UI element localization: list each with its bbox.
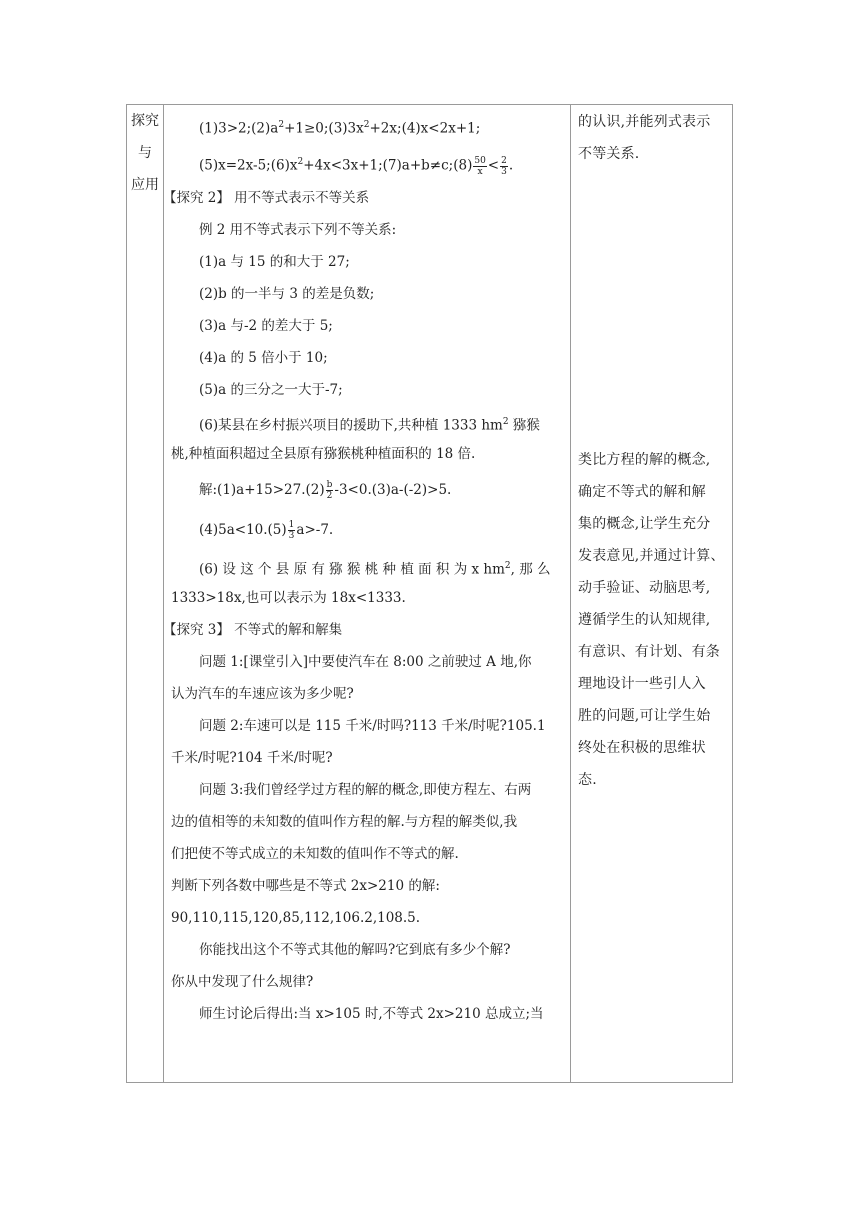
- intent-line: 终处在积极的思维状: [578, 740, 706, 756]
- intent-line: 胜的问题,可让学生始: [578, 708, 711, 724]
- examples-line-2: $(5)x=2x-5;(6)x^2+4x<3x+1;(7)a+b\ne c;(8)$ $\frac{50}{x}$ < $\frac{2}{3}$ .: [199, 155, 514, 177]
- fraction-50-over-x: $\frac{50}{x}$: [474, 155, 486, 177]
- intent-line: 集的概念,让学生充分: [578, 516, 711, 532]
- column-divider-2: [570, 105, 571, 1082]
- solution-line-1: 解:(1)a+15>27.(2) $\frac{b}{2}$ -3<0.(3)a-(-2)>5.: [199, 480, 452, 501]
- question-2-line-2: 千米/时呢?104 千米/时呢?: [171, 750, 333, 766]
- problem-6-line-2: 桃,种植面积超过全县原有猕猴桃种植面积的 18 倍.: [171, 446, 476, 462]
- section-label: [127, 105, 163, 201]
- solution-line-2: (4)5a<10.(5) $\frac{1}{3}$ a>-7.: [199, 520, 334, 541]
- intent-line: 发表意见,并通过计算、: [578, 548, 725, 564]
- conclusion-line-1: 师生讨论后得出:当 x>105 时,不等式 2x>210 总成立;当: [199, 1006, 544, 1022]
- intent-line: 的认识,并能列式表示: [578, 114, 711, 130]
- section-label-line: 探究: [131, 113, 159, 129]
- lesson-table: [126, 104, 733, 1083]
- question-3-line-3: 们把使不等式成立的未知数的值叫作不等式的解.: [171, 846, 459, 862]
- design-intent-top: [578, 105, 730, 170]
- intent-line: 确定不等式的解和解: [578, 484, 706, 500]
- judge-line-2: 90,110,115,120,85,112,106.2,108.5.: [171, 910, 421, 926]
- problem-6-line-1: (6)某县在乡村振兴项目的援助下,共种植 1333 $hm^2$ 猕猴: [199, 417, 540, 434]
- design-intent-bottom: [578, 444, 730, 796]
- intent-line: 类比方程的解的概念,: [578, 452, 711, 468]
- main-content: [163, 108, 563, 1030]
- column-divider-1: [163, 105, 164, 1082]
- intent-line: 动手验证、动脑思考,: [578, 580, 711, 596]
- heading-inquiry-3: 【探究 3】 不等式的解和解集: [163, 622, 343, 638]
- question-3-line-1: 问题 3:我们曾经学过方程的解的概念,即使方程左、右两: [199, 782, 532, 798]
- problem-4: (4)a 的 5 倍小于 10;: [199, 350, 328, 366]
- problem-5: (5)a 的三分之一大于-7;: [199, 382, 343, 398]
- intent-line: 态.: [578, 772, 597, 788]
- fraction-2-over-3: $\frac{2}{3}$: [501, 155, 507, 177]
- question-1-line-1: 问题 1:[课堂引入]中要使汽车在 8:00 之前驶过 A 地,你: [199, 654, 532, 670]
- section-label-line: 应用: [131, 177, 159, 193]
- discussion-line-2: 你从中发现了什么规律?: [171, 974, 314, 990]
- problem-1: (1)a 与 15 的和大于 27;: [199, 254, 350, 270]
- solution-line-3: (6) 设 这 个 县 原 有 猕 猴 桃 种 植 面 积 为 x $hm^2$, 那 么: [199, 561, 551, 578]
- question-3-line-2: 边的值相等的未知数的值叫作方程的解.与方程的解类似,我: [171, 814, 518, 830]
- intent-line: 遵循学生的认知规律,: [578, 612, 711, 628]
- example-2-title: 例 2 用不等式表示下列不等关系:: [199, 222, 397, 238]
- discussion-line-1: 你能找出这个不等式其他的解吗?它到底有多少个解?: [199, 942, 511, 958]
- section-label-line: 与: [138, 145, 152, 161]
- problem-2: (2)b 的一半与 3 的差是负数;: [199, 286, 375, 302]
- design-intent: [578, 105, 730, 788]
- solution-line-4: 1333>18x,也可以表示为 18x<1333.: [171, 590, 406, 606]
- examples-line-1: $(1)3>2;(2)a^2+1\ge 0;(3)3x^2+2x;(4)x<2x+1$;: [199, 120, 481, 137]
- fraction-1-over-3: $\frac{1}{3}$: [288, 520, 295, 541]
- judge-line-1: 判断下列各数中哪些是不等式 2x>210 的解:: [171, 878, 440, 894]
- intent-line: 不等关系.: [578, 146, 640, 162]
- problem-3: (3)a 与-2 的差大于 5;: [199, 318, 333, 334]
- intent-line: 理地设计一些引人入: [578, 676, 706, 692]
- question-1-line-2: 认为汽车的车速应该为多少呢?: [171, 686, 354, 702]
- fraction-b-over-2: $\frac{b}{2}$: [326, 480, 333, 501]
- heading-inquiry-2: 【探究 2】 用不等式表示不等关系: [163, 190, 370, 206]
- question-2-line-1: 问题 2:车速可以是 115 千米/时吗?113 千米/时呢?105.1: [199, 718, 546, 734]
- intent-line: 有意识、有计划、有条: [578, 644, 720, 660]
